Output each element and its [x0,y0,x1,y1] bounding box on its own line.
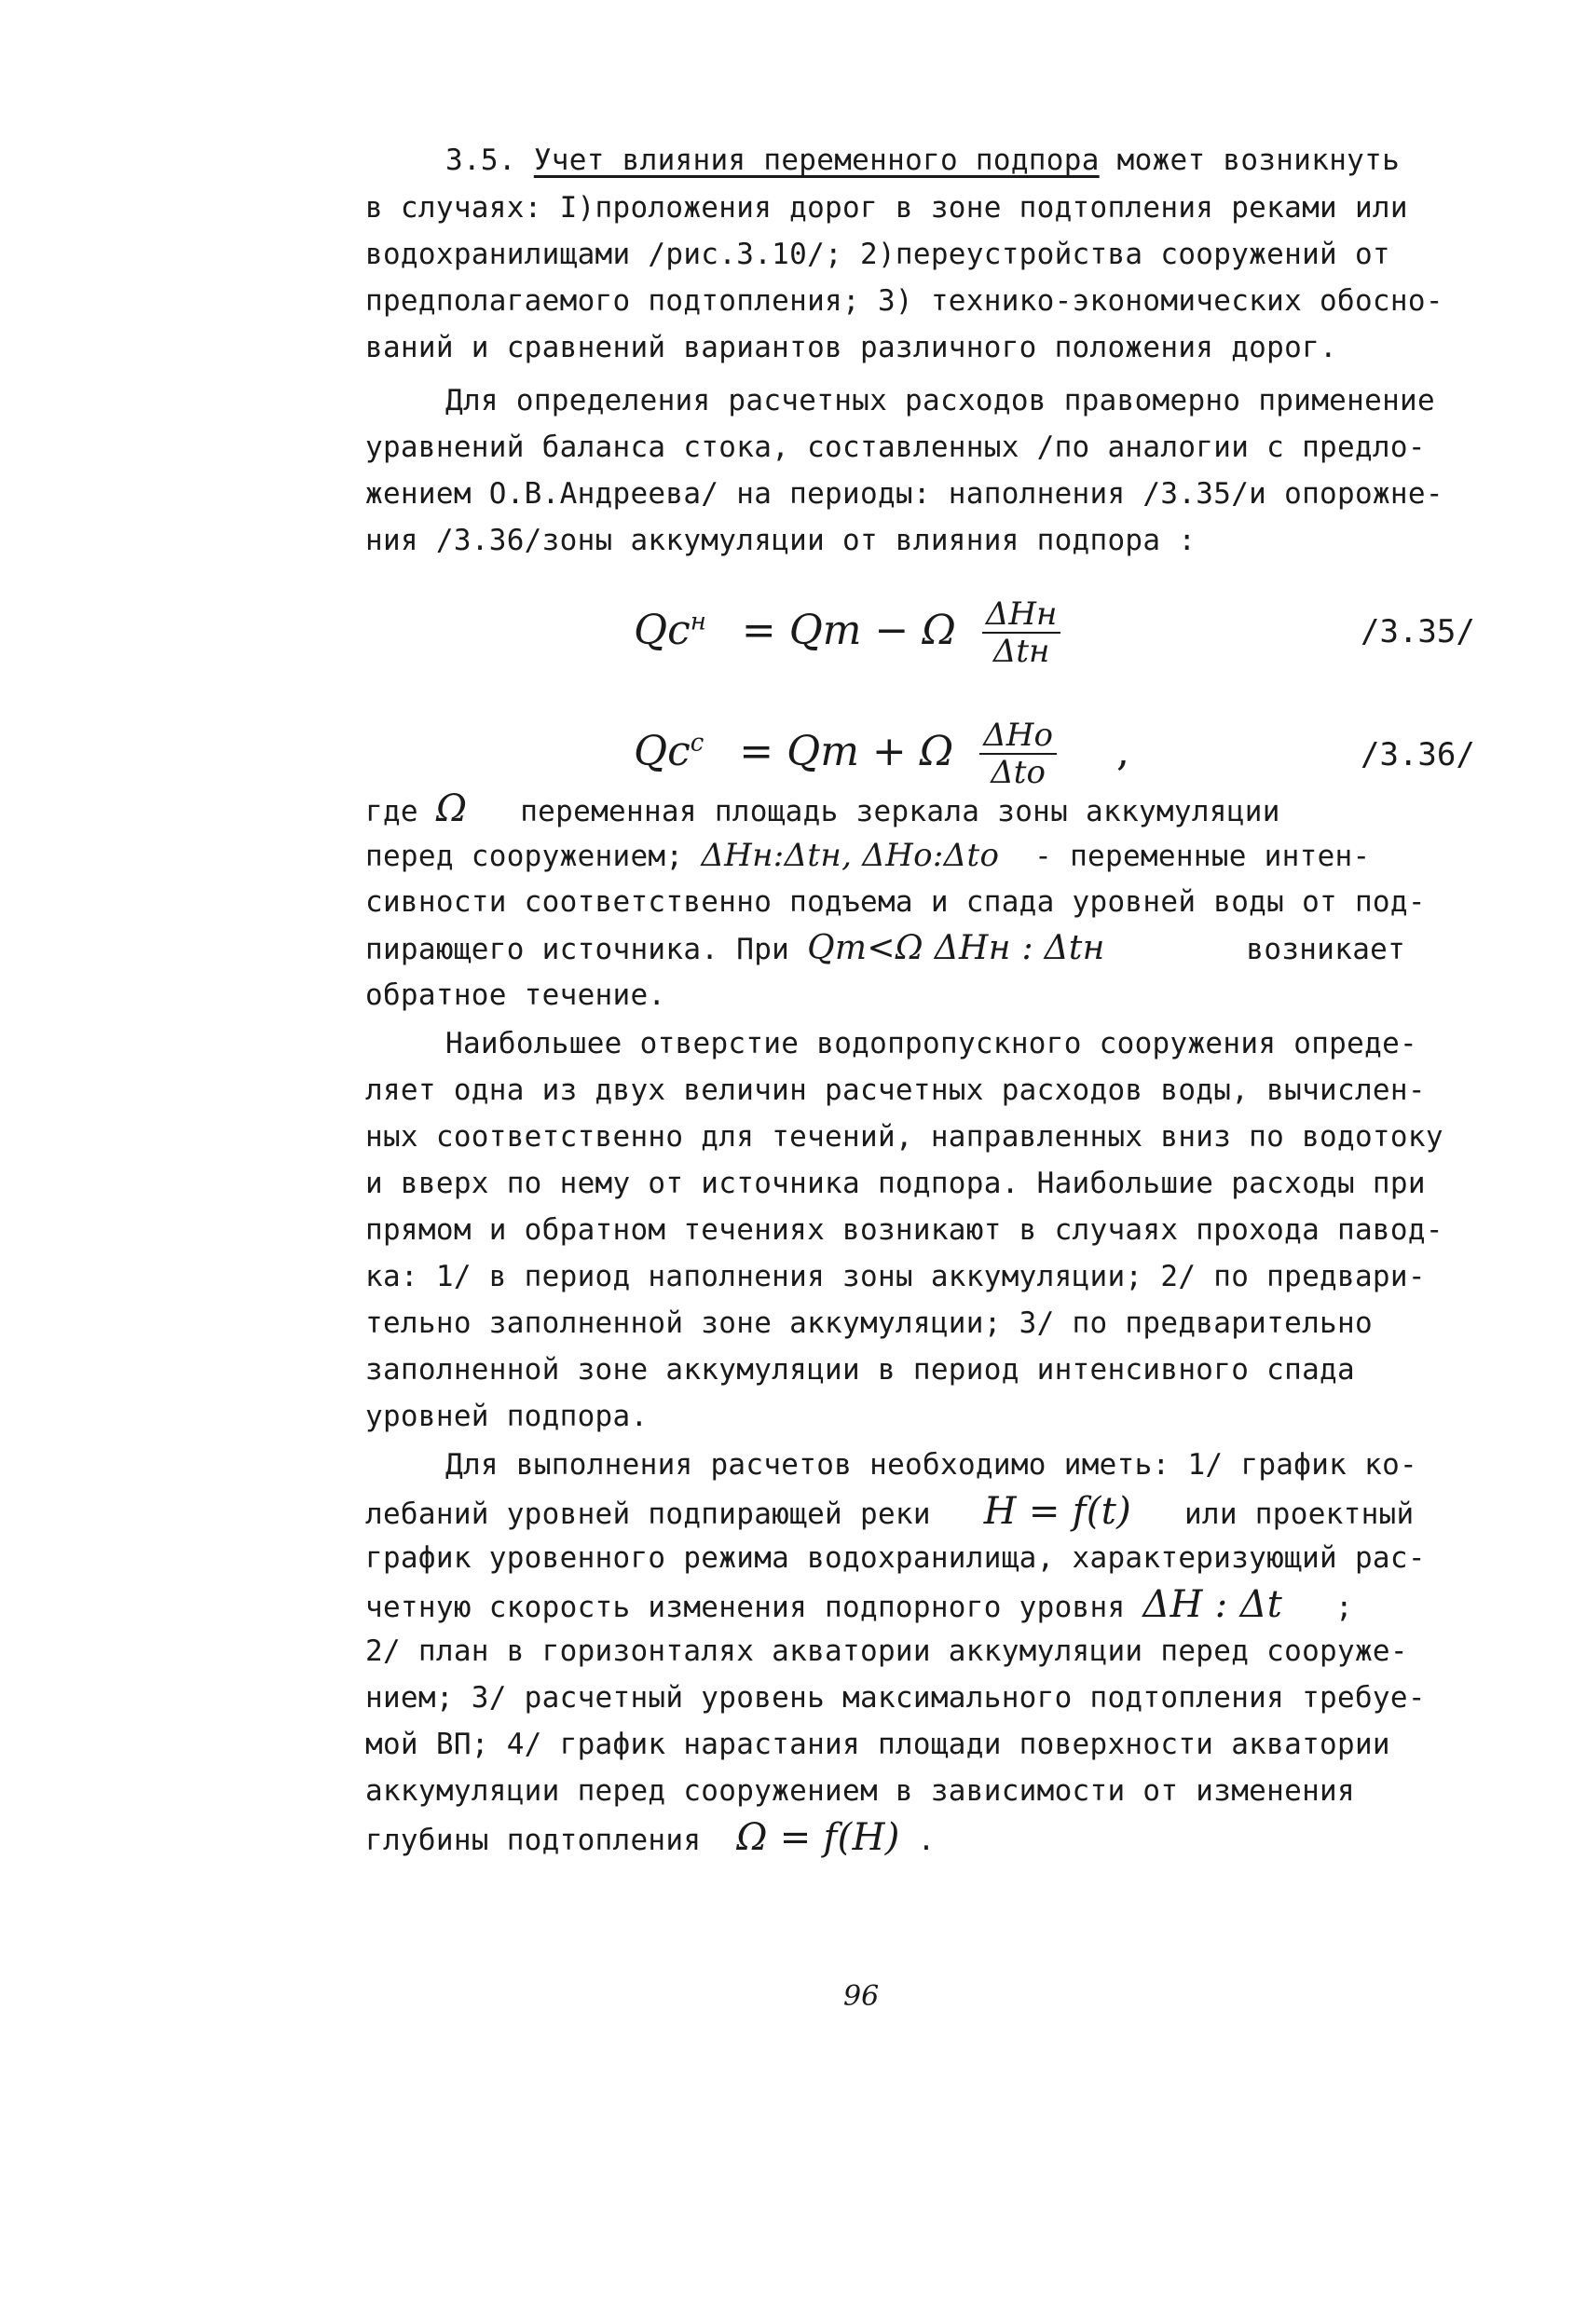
para4-line1: Наибольшее отверстие водопропускного сооружения опреде- [445,1027,1417,1060]
formula1-numerator: ΔHн [982,596,1061,634]
formula-3-35 [634,596,1060,669]
formula2-numerator: ΔHо [979,718,1057,755]
formula-3-36 [634,718,1129,790]
para3-line4: пирающего источника. При Qm<Ω ΔHн : Δtн возникает [365,929,1406,967]
para3-line3: сивности соответственно подъема и спада уровней воды от под- [365,885,1426,919]
para2-line4: ния /3.36/зоны аккумуляции от влияния подпора : [365,524,1197,557]
para5-line7: мой ВП; 4/ график нарастания площади поверхности акватории [365,1728,1390,1761]
level-change-rate: ΔH : Δt [1142,1583,1283,1626]
para5-line8: аккумуляции перед сооружением в зависимости от изменения [365,1774,1355,1808]
omega-symbol: Ω [435,787,468,830]
formula2-lhs: $Qc^с$ [634,727,704,775]
para5-line2: лебаний уровней подпирающей реки H = f(t) или проектный [365,1490,1415,1533]
para2-line2: уравнений баланса стока, составленных /по аналогии с предло- [365,431,1426,464]
para4-line6: ка: 1/ в период наполнения зоны аккумуляции; 2/ по предвари- [365,1260,1426,1293]
formula2-fraction [979,718,1057,790]
para5-line6: нием; 3/ расчетный уровень максимального подтопления требуе- [365,1681,1426,1715]
para4-line4: и вверх по нему от источника подпора. Наибольшие расходы при [365,1167,1426,1200]
para3-line2: перед сооружением; ΔHн:Δtн, ΔHо:Δtо - переменные интен- [365,837,1371,874]
para3-line5: обратное течение. [365,978,666,1012]
para4-line3: ных соответственно для течений, направленных вниз по водотоку [365,1120,1443,1154]
para5-line1: Для выполнения расчетов необходимо иметь: 1/ график ко- [445,1448,1417,1482]
function-omega-of-h: Ω = f(H) [736,1816,900,1859]
equation-number-3-36: /3.36/ [1361,736,1475,773]
para5-line3: график уровенного режима водохранилища, характеризующий рас- [365,1541,1426,1575]
para1-line1-rest: может возникнуть [1099,144,1401,177]
formula1-denominator: Δtн [992,633,1050,670]
formula1-fraction [982,596,1061,669]
equation-number-3-35: /3.35/ [1361,613,1475,650]
formula2-denominator: Δtо [991,754,1046,791]
formula2-comma: , [1115,727,1129,775]
para5-line9: глубины подтопления Ω = f(H) . [365,1816,936,1859]
section-number: 3.5. [445,144,516,177]
formula1-rhs: = Qm − Ω [741,606,956,654]
section-title: Учет влияния переменного подпора [533,144,1100,177]
para1-line4: предполагаемого подтопления; 3) технико-экономических обосно- [365,284,1443,318]
para1-line5: ваний и сравнений вариантов различного положения дорог. [365,331,1337,364]
function-h-of-t: H = f(t) [983,1490,1132,1533]
para2-line1: Для определения расчетных расходов правомерно применение [445,384,1435,417]
para3-line1: где Ω переменная площадь зеркала зоны аккумуляции [365,787,1280,830]
formula2-rhs: = Qm + Ω [739,727,954,775]
condition-expression: Qm<Ω ΔHн : Δtн [807,929,1105,967]
para4-line8: заполненной зоне аккумуляции в период интенсивного спада [365,1353,1355,1387]
para2-line3: жением О.В.Андреева/ на периоды: наполнения /3.35/и опорожне- [365,477,1443,511]
para1-line2: в случаях: I)проложения дорог в зоне подтопления реками или [365,191,1408,225]
para5-line5: 2/ план в горизонталях акватории аккумуляции перед сооруже- [365,1634,1408,1668]
formula1-lhs: $Qc^н$ [634,606,706,654]
para1-line3: водохранилищами /рис.3.10/; 2)переустройства сооружений от [365,238,1390,271]
para5-line4: четную скорость изменения подпорного уровня ΔH : Δt ; [365,1583,1354,1626]
para4-line9: уровней подпора. [365,1400,649,1433]
para4-line7: тельно заполненной зоне аккумуляции; 3/ по предварительно [365,1306,1373,1340]
para4-line2: ляет одна из двух величин расчетных расходов воды, вычислен- [365,1073,1426,1107]
para1-line1 [445,142,1400,179]
para4-line5: прямом и обратном течениях возникают в случаях прохода павод- [365,1213,1443,1247]
intensity-symbols: ΔHн:Δtн, ΔHо:Δtо [701,837,1000,874]
page-number: 96 [843,1980,880,2013]
